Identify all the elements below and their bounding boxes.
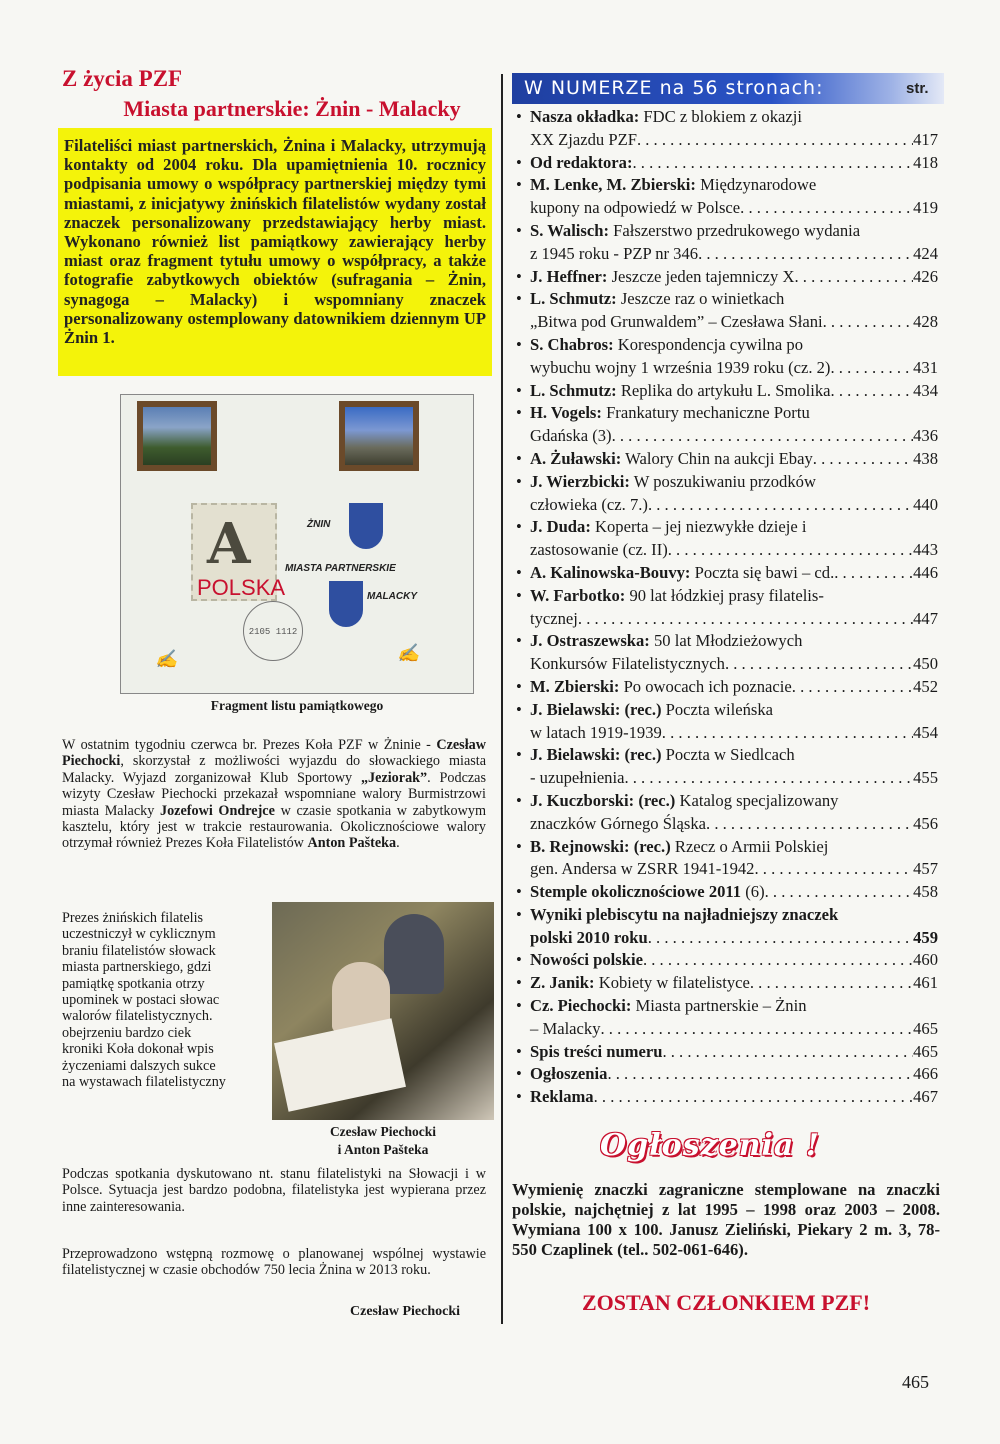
toc-item	[516, 995, 938, 1041]
toc-page: 426	[913, 266, 938, 286]
toc-title: Jeszcze raz o winietkach	[620, 289, 785, 309]
stamp-letter: A	[207, 511, 251, 577]
toc-leader-dots	[612, 425, 914, 448]
toc-item-line-1	[530, 562, 938, 585]
toc-page: 461	[913, 973, 938, 993]
toc-author: Reklama	[530, 1087, 594, 1107]
person-standing	[384, 914, 444, 994]
toc-title: Walory Chin na aukcji Ebay	[625, 448, 813, 468]
personalized-stamp	[191, 503, 286, 601]
toc-title-cont: - uzupełnienia	[530, 768, 625, 788]
toc-title: Korespondencja cywilna po	[617, 334, 804, 354]
toc-item	[516, 1041, 938, 1064]
toc-leader-dots	[632, 152, 913, 175]
toc-page: 443	[913, 540, 938, 560]
toc-page: 455	[913, 768, 938, 788]
toc-item-line-1	[530, 174, 938, 197]
toc-item	[516, 562, 938, 585]
toc-title: (6)	[745, 882, 765, 902]
toc-title-cont: z 1945 roku - PZP nr 346	[530, 243, 699, 263]
toc-item-line-1	[530, 288, 938, 311]
toc-item-line-2	[530, 425, 938, 448]
signature-right-icon: ✍	[397, 643, 420, 664]
toc-item-line-1	[530, 699, 938, 722]
toc-page: 418	[913, 152, 938, 172]
toc-author: J. Heffner:	[530, 266, 608, 286]
sufragania-photo	[137, 401, 217, 471]
toc-item-line-1	[530, 334, 938, 357]
toc-leader-dots	[725, 653, 913, 676]
toc-leader-dots	[668, 539, 913, 562]
article-paragraph-3: Podczas spotkania dyskutowano nt. stanu filatelistyki na Słowacji i w Polsce. Sytuacja jest bardzo podobna, filatelistyka jest wypierana przez inne zainteresowania.	[62, 1166, 486, 1215]
para1-text-4: w czasie spotkania w zabytkowym kasztelu, który jest w trakcie restaurowania. Okolicznościowe walory otrzymał również Prezes Koła Filatelistów	[62, 802, 486, 852]
para2-line: Prezes żnińskich filatelis	[62, 910, 204, 926]
toc-item-line-2	[530, 539, 938, 562]
toc-item	[516, 402, 938, 448]
toc-title: FDC z blokiem z okazji	[643, 107, 802, 126]
toc-page: 467	[913, 1087, 938, 1107]
toc-author: S. Walisch:	[530, 220, 609, 240]
para2-line: pamiątkę spotkania otrzy	[62, 975, 205, 992]
article-lead: Filateliści miast partnerskich, Żnina i Malacky, utrzymują kontakty od 2004 roku. Dla upamiętnienia 10. rocznicy podpisania umowy o współpracy partnerskiej między tymi miastami, z inicjatywy żnińskich filatelistów wydany został znaczek personalizowany przedstawiający herby miast. Wykonano również list pamiątkowy zawierający herby miast oraz fragment tytułu umowy o współpracy, a także fotografie zabytkowych obiektów (sufragania – Żnin, synagoga – Malacky) i wspomniany znaczek personalizowany ostemplowany datownikiem dziennym UP Żnin 1.	[58, 128, 492, 376]
toc-title-cont: polski 2010 roku	[530, 927, 648, 947]
table-of-contents	[516, 106, 938, 1109]
para1-name-1: Czesław Piechocki	[62, 737, 486, 770]
toc-page: 436	[913, 426, 938, 446]
para1-text-1: W ostatnim tygodniu czerwca br. Prezes Koła PZF w Żninie -	[62, 737, 437, 753]
toc-author: M. Lenke, M. Zbierski:	[530, 175, 696, 195]
photo-caption-2: i Anton Pašteka	[337, 1142, 429, 1157]
toc-author: W. Farbotko:	[530, 585, 626, 605]
toc-author: J. Duda:	[530, 517, 591, 537]
toc-author: H. Vogels:	[530, 403, 602, 423]
toc-item-line-1	[530, 949, 938, 972]
toc-author: Cz. Piechocki:	[530, 996, 632, 1016]
figure-caption: Fragment listu pamiątkowego	[210, 698, 384, 713]
toc-item-line-1	[530, 152, 938, 175]
toc-item-line-1	[530, 266, 938, 289]
toc-leader-dots	[601, 1018, 914, 1041]
para2-line: na wystawach filatelistyczny	[62, 1074, 226, 1091]
stamp-country: POLSKA	[197, 575, 286, 600]
toc-title: W poszukiwaniu przodków	[633, 471, 816, 491]
label-malacky: MALACKY	[367, 591, 417, 602]
toc-title: Katalog specjalizowany	[679, 790, 839, 810]
toc-page: 440	[913, 494, 938, 514]
toc-title-cont: „Bitwa pod Grunwaldem” – Czesława Słani	[530, 312, 823, 332]
para2-line: upominek w postaci słowac	[62, 992, 220, 1009]
toc-item-line-1	[530, 106, 938, 129]
toc-page: 465	[913, 1041, 938, 1061]
toc-page: 458	[913, 882, 938, 902]
toc-header: W NUMERZE na 56 stronach:	[512, 73, 944, 104]
toc-item-line-2	[530, 608, 938, 631]
toc-item-line-2	[530, 653, 938, 676]
toc-author: B. Rejnowski: (rec.)	[530, 836, 671, 856]
toc-author: A. Kalinowska-Bouvy:	[530, 562, 691, 582]
toc-item	[516, 972, 938, 995]
toc-item	[516, 1063, 938, 1086]
toc-leader-dots	[740, 197, 913, 220]
toc-title: Fałszerstwo przedrukowego wydania	[613, 220, 861, 240]
toc-item-line-1	[530, 448, 938, 471]
toc-page: 466	[913, 1064, 938, 1084]
toc-item	[516, 585, 938, 631]
toc-title: Międzynarodowe	[700, 175, 817, 195]
toc-item-line-1	[530, 972, 938, 995]
toc-item-line-1	[530, 995, 938, 1018]
para1-text-3: . Podczas wizyty Czesław Piechocki przekazał wspomniane walory Burmistrzowi miasta Malacky	[62, 769, 486, 819]
toc-leader-dots	[834, 562, 913, 585]
toc-item-line-2	[530, 813, 938, 836]
toc-title: Rzecz o Armii Polskiej	[674, 836, 829, 856]
toc-author: J. Kuczborski: (rec.)	[530, 790, 676, 810]
photo-caption-1: Czesław Piechocki	[329, 1124, 437, 1139]
para2-line: życzeniami dalszych sukce	[62, 1057, 216, 1074]
toc-item-line-1	[530, 1041, 938, 1064]
toc-page: 417	[913, 129, 938, 149]
toc-leader-dots	[662, 722, 913, 745]
para1-name-3: Anton Pašteka	[307, 835, 397, 852]
toc-item	[516, 516, 938, 562]
toc-author: Od redaktora:	[530, 152, 633, 172]
toc-author: S. Chabros:	[530, 334, 614, 354]
para2-line: walorów filatelistycznych.	[62, 1008, 213, 1025]
toc-title: 90 lat łódzkiej prasy filatelis-	[629, 585, 824, 605]
toc-author: Spis treści numeru	[530, 1041, 663, 1061]
toc-leader-dots	[830, 357, 913, 380]
ads-heading: Ogłoszenia !	[600, 1128, 820, 1163]
znin-crest-icon	[349, 503, 383, 549]
toc-item	[516, 106, 938, 152]
toc-title-cont: kupony na odpowiedź w Polsce	[530, 198, 741, 218]
toc-title-cont: znaczków Górnego Śląska	[530, 813, 707, 833]
para2-line: braniu filatelistów słowack	[62, 942, 216, 959]
article-title: Miasta partnerskie: Żnin - Malacky	[123, 96, 461, 121]
toc-page: 459	[913, 927, 938, 947]
column-divider	[501, 74, 503, 1324]
para2-line: uczestniczył w cyklicznym	[62, 926, 216, 943]
toc-author: Nowości polskie	[530, 950, 643, 970]
toc-title-cont: gen. Andersa w ZSRR 1941-1942	[530, 859, 755, 879]
toc-item-line-2	[530, 722, 938, 745]
toc-leader-dots	[643, 949, 913, 972]
toc-item	[516, 288, 938, 334]
toc-author: J. Bielawski: (rec.)	[530, 745, 662, 765]
toc-author: Wyniki plebiscytu na najładniejszy znaczek	[530, 904, 839, 924]
toc-item	[516, 174, 938, 220]
toc-leader-dots	[823, 311, 913, 334]
toc-item	[516, 334, 938, 380]
toc-item-line-1	[530, 904, 938, 927]
toc-author: J. Ostraszewska:	[530, 631, 650, 651]
toc-page: 438	[913, 448, 938, 468]
toc-page: 460	[913, 950, 938, 970]
toc-item-line-1	[530, 744, 938, 767]
toc-item-line-1	[530, 220, 938, 243]
para1-text-5: .	[396, 835, 400, 852]
toc-author: J. Wierzbicki:	[530, 471, 630, 491]
toc-item	[516, 836, 938, 882]
toc-item-line-1	[530, 630, 938, 653]
toc-leader-dots	[637, 129, 913, 152]
toc-item	[516, 630, 938, 676]
toc-title: 50 lat Młodzieżowych	[653, 631, 803, 651]
toc-title: Miasta partnerskie – Żnin	[635, 996, 807, 1016]
label-partners: MIASTA PARTNERSKIE	[285, 563, 396, 574]
postmark: 2105 1112	[243, 601, 303, 661]
join-pzf-cta: ZOSTAN CZŁONKIEM PZF!	[581, 1290, 871, 1315]
toc-item-line-2	[530, 129, 938, 152]
toc-author: J. Bielawski: (rec.)	[530, 699, 662, 719]
toc-item-line-1	[530, 471, 938, 494]
toc-leader-dots	[765, 881, 914, 904]
toc-item-line-2	[530, 494, 938, 517]
toc-page: 431	[913, 357, 938, 377]
para1-text-2: , skorzystał z możliwości wyjazdu do słowackiego miasta Malacky. Wyjazd zorganizował Klub Sportowy	[62, 753, 486, 786]
toc-leader-dots	[754, 858, 913, 881]
toc-item	[516, 380, 938, 403]
toc-page: 447	[913, 608, 938, 628]
toc-leader-dots	[831, 380, 914, 403]
toc-page: 419	[913, 198, 938, 218]
toc-item	[516, 1086, 938, 1109]
toc-title: Replika do artykułu L. Smolika	[620, 380, 831, 400]
toc-leader-dots	[607, 1063, 913, 1086]
toc-title: Poczta wileńska	[665, 699, 774, 719]
toc-item	[516, 949, 938, 972]
toc-title-cont: – Malacky	[530, 1018, 601, 1038]
toc-item	[516, 790, 938, 836]
meeting-photo	[272, 902, 494, 1120]
toc-item-line-2	[530, 311, 938, 334]
toc-item-line-1	[530, 402, 938, 425]
toc-item-line-2	[530, 1018, 938, 1041]
page-number: 465	[902, 1372, 929, 1392]
toc-item-line-2	[530, 197, 938, 220]
toc-author: L. Schmutz:	[530, 380, 617, 400]
toc-leader-dots	[594, 1086, 914, 1109]
article-paragraph-4: Przeprowadzono wstępną rozmowę o planowanej wspólnej wystawie filatelistycznej w czasie obchodów 750 lecia Żnina w 2013 roku.	[62, 1246, 486, 1279]
para2-line: kroniki Koła dokonał wpis	[62, 1041, 214, 1058]
toc-leader-dots	[813, 448, 913, 471]
toc-item-line-1	[530, 836, 938, 859]
article-paragraph-1	[62, 737, 486, 852]
article-paragraph-2	[62, 910, 272, 1090]
toc-page: 446	[913, 562, 938, 582]
toc-leader-dots	[792, 676, 913, 699]
toc-item-line-1	[530, 1063, 938, 1086]
toc-item-line-1	[530, 790, 938, 813]
toc-leader-dots	[578, 608, 913, 631]
toc-title: Koperta – jej niezwykłe dzieje i	[595, 517, 807, 537]
toc-page: 454	[913, 722, 938, 742]
album-book	[274, 1018, 406, 1111]
toc-item-line-2	[530, 767, 938, 790]
ads-text: Wymienię znaczki zagraniczne stemplowane na znaczki polskie, najchętniej z lat 1995 – 1998 oraz 2003 – 2008. Wymiana 100 x 100. Janusz Zieliński, Piekary 2 m. 3, 78-550 Czaplinek (tel.. 502-061-646).	[512, 1180, 940, 1259]
para2-line: obejrzeniu bardzo ciek	[62, 1024, 192, 1041]
toc-leader-dots	[648, 927, 913, 950]
toc-author: A. Żuławski:	[530, 448, 622, 468]
toc-title: Kobiety w filatelistyce	[598, 973, 750, 993]
toc-title: Frankatury mechaniczne Portu	[606, 403, 810, 423]
toc-page: 452	[913, 676, 938, 696]
toc-title-cont: w latach 1919-1939	[530, 722, 662, 742]
toc-title: Po owocach ich poznacie	[623, 676, 792, 696]
toc-item-line-1	[530, 881, 938, 904]
toc-author: Nasza okładka:	[530, 107, 640, 126]
toc-item	[516, 266, 938, 289]
section-title: Z życia PZF	[62, 66, 183, 91]
toc-page: 465	[913, 1018, 938, 1038]
toc-item-line-1	[530, 585, 938, 608]
toc-title-cont: Gdańska (3)	[530, 426, 612, 446]
para2-line: miasta partnerskiego, gdzi	[62, 959, 212, 976]
article-signature: Czesław Piechocki	[350, 1304, 461, 1319]
toc-item-line-1	[530, 1086, 938, 1109]
toc-author: Z. Janik:	[530, 973, 595, 993]
label-znin: ŻNIN	[307, 519, 331, 530]
toc-leader-dots	[648, 494, 913, 517]
toc-item-line-1	[530, 676, 938, 699]
toc-item	[516, 744, 938, 790]
toc-item-line-1	[530, 380, 938, 403]
toc-leader-dots	[624, 767, 913, 790]
toc-title-cont: tycznej	[530, 608, 578, 628]
toc-page: 424	[913, 243, 938, 263]
toc-title-cont: wybuchu wojny 1 września 1939 roku (cz. 2)	[530, 357, 831, 377]
toc-author: L. Schmutz:	[530, 289, 617, 309]
toc-title-cont: zastosowanie (cz. II)	[530, 540, 668, 560]
toc-author: Stemple okolicznościowe 2011	[530, 882, 742, 902]
toc-item-line-2	[530, 357, 938, 380]
toc-page: 434	[913, 380, 938, 400]
toc-title: Jeszcze jeden tajemniczy X	[611, 266, 795, 286]
toc-item-line-2	[530, 927, 938, 950]
toc-item	[516, 152, 938, 175]
toc-title-cont: Konkursów Filatelistycznych	[530, 654, 725, 674]
toc-title-cont: XX Zjazdu PZF	[530, 129, 637, 149]
toc-item-line-2	[530, 858, 938, 881]
toc-leader-dots	[698, 243, 913, 266]
toc-page: 428	[913, 312, 938, 332]
souvenir-letter-figure	[120, 394, 474, 694]
toc-author: M. Zbierski:	[530, 676, 620, 696]
malacky-crest-icon	[329, 581, 363, 627]
toc-item	[516, 699, 938, 745]
toc-item	[516, 904, 938, 950]
toc-item	[516, 471, 938, 517]
para1-club: „Jeziorak”	[360, 769, 428, 786]
toc-item	[516, 881, 938, 904]
signature-left-icon: ✍	[155, 649, 178, 670]
toc-page: 456	[913, 813, 938, 833]
toc-item	[516, 220, 938, 266]
toc-title: Poczta się bawi – cd.	[694, 562, 835, 582]
toc-item	[516, 448, 938, 471]
toc-leader-dots	[794, 266, 913, 289]
toc-leader-dots	[750, 972, 913, 995]
toc-page: 450	[913, 654, 938, 674]
synagogue-photo	[339, 401, 419, 471]
toc-item-line-1	[530, 516, 938, 539]
toc-title-cont: człowieka (cz. 7.)	[530, 494, 648, 514]
toc-leader-dots	[706, 813, 913, 836]
para1-name-2: Jozefowi Ondrejce	[159, 802, 275, 819]
toc-page: 457	[913, 859, 938, 879]
toc-title: Poczta w Siedlcach	[665, 745, 795, 765]
toc-item-line-2	[530, 243, 938, 266]
toc-author: Ogłoszenia	[530, 1064, 608, 1084]
toc-item	[516, 676, 938, 699]
toc-page-label: str.	[906, 80, 929, 97]
toc-leader-dots	[662, 1041, 913, 1064]
